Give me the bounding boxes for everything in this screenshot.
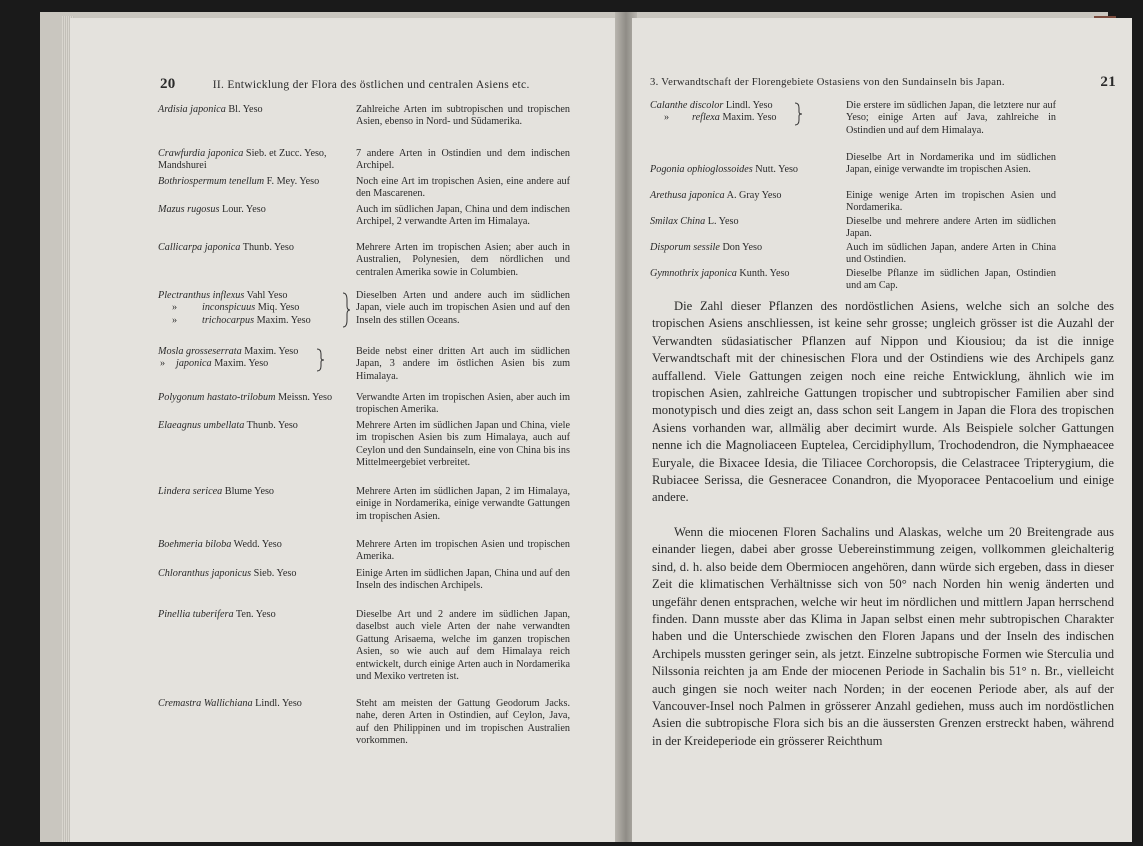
list-item bbox=[158, 698, 608, 758]
species-author: Sieb. Yeso bbox=[251, 568, 297, 579]
species-name: Calanthe discolor bbox=[650, 100, 724, 111]
ditto-mark: » bbox=[172, 302, 178, 314]
species-name: Mosla grosseserrata bbox=[158, 346, 242, 357]
list-item bbox=[650, 190, 1120, 218]
species-description: Dieselben Arten und andere auch im südlichen Japan, viele auch im tropischen Asien und auf den Inseln des stillen Oceans. bbox=[356, 290, 570, 326]
ditto-mark: » bbox=[172, 314, 178, 326]
list-item bbox=[158, 392, 608, 420]
species-description: Auch im südlichen Japan, andere Arten in China und Ostindien. bbox=[846, 242, 1056, 266]
species-description: Einige Arten im südlichen Japan, China und auf den Inseln des indischen Archipels. bbox=[356, 568, 570, 592]
species-name: Lindera sericea bbox=[158, 486, 223, 497]
species-name: Pinellia tuberifera bbox=[158, 609, 234, 620]
species-author: Lindl. Yeso bbox=[723, 100, 773, 111]
species-author: F. Mey. Yeso bbox=[264, 176, 320, 187]
brace-icon bbox=[316, 348, 324, 372]
species-description: Zahlreiche Arten im subtropischen und tropischen Asien, ebenso in Nord- und Südamerika. bbox=[356, 104, 570, 128]
list-item bbox=[158, 568, 608, 608]
species-description: 7 andere Arten in Ostindien und dem indischen Archipel. bbox=[356, 148, 570, 172]
species-author: A. Gray Yeso bbox=[724, 190, 782, 201]
right-running-head bbox=[650, 76, 1116, 88]
species-author: Blume Yeso bbox=[222, 486, 275, 497]
brace-icon bbox=[794, 102, 802, 126]
species-name: Crawfurdia japonica bbox=[158, 148, 244, 159]
list-item bbox=[650, 268, 1120, 296]
page-number: 20 bbox=[160, 76, 176, 92]
species-author: Wedd. Yeso bbox=[231, 539, 282, 550]
list-item bbox=[158, 346, 608, 386]
species-name: Smilax China bbox=[650, 216, 706, 227]
species-description: Beide nebst einer dritten Art auch im südlichen Japan, 3 andere im östlichen Asien bis zum Himalaya. bbox=[356, 346, 570, 382]
species-author: Nutt. Yeso bbox=[752, 164, 799, 175]
species-description: Mehrere Arten im südlichen Japan, 2 im Himalaya, einige in Nordamerika, einige verwandte Gattungen im tropischen Asien. bbox=[356, 486, 570, 522]
list-item bbox=[158, 290, 608, 350]
species-description: Dieselbe Art in Nordamerika und im südlichen Japan, einige verwandte im tropischen Asien. bbox=[846, 152, 1056, 176]
species-name: Bothriospermum tenellum bbox=[158, 176, 265, 187]
list-item bbox=[158, 609, 608, 699]
species-author: Lour. Yeso bbox=[219, 204, 266, 215]
list-item bbox=[650, 152, 1120, 192]
species-author: Bl. Yeso bbox=[225, 104, 263, 115]
body-paragraph: Wenn die miocenen Floren Sachalins und Alaskas, welche um 20 Breitengrade aus einander liegen, dabei aber grosse Uebereinstimmung zeigen, vollkommen gleichalterig sind, d. h. also beide dem Obermiocen angehören, dann würde sich ergeben, dass in dieser Zeit die klimatischen Verhältnisse sich von 50° nach Norden hin wenig änderten und ungefähr denen entsprachen, welche wir heut im nördlichen und mittlern Japan herrschend finden. Dann musste aber das Klima in Japan selbst einen mehr subtropischen Charakter haben und die Unterschiede zwischen den Floren Japans und der Inseln des indischen Archipels mussten geringer sein, als jetzt. Einzelne subtropische Formen wie Sterculia und Nilssonia reichten ja am Ende der miocenen Periode in Sachalin bis 51° n. Br., vielleicht auch gingen sie noch weiter nach Norden; in der eocenen Periode aber, als auf der Vancouver-Insel noch Palmen in grösserer Anzahl gediehen, muss auch im nordöstlichen Asien die subtropische Flora sich bis an die äussersten Grenzen erstreckt haben, während in der Kreideperiode ein grösserer Reichthum bbox=[652, 525, 1114, 748]
species-description: Mehrere Arten im südlichen Japan und China, viele im tropischen Asien bis zum Himalaya, auch auf Ceylon und den Sundainseln, eine von China bis ins Mittelmeergebiet verbreitet. bbox=[356, 420, 570, 469]
species-author: Maxim. Yeso bbox=[241, 346, 299, 357]
species-author: Don Yeso bbox=[719, 242, 763, 253]
species-name: Disporum sessile bbox=[650, 242, 720, 253]
running-head-text: 3. Verwandtschaft der Florengebiete Ostasiens von den Sundainseln bis Japan. bbox=[650, 77, 1005, 88]
list-item bbox=[158, 176, 608, 204]
list-item bbox=[158, 204, 608, 244]
species-author: Maxim. Yeso bbox=[719, 112, 777, 124]
species-description: Einige wenige Arten im tropischen Asien und Nordamerika. bbox=[846, 190, 1056, 214]
species-description: Mehrere Arten im tropischen Asien und tropischen Amerika. bbox=[356, 539, 570, 563]
page-number: 21 bbox=[1100, 74, 1116, 90]
species-description: Dieselbe und mehrere andere Arten im südlichen Japan. bbox=[846, 216, 1056, 240]
list-item bbox=[650, 100, 1120, 160]
species-author: Lindl. Yeso bbox=[252, 698, 302, 709]
species-author: Thunb. Yeso bbox=[240, 242, 294, 253]
species-name: Polygonum hastato-trilobum bbox=[158, 392, 276, 403]
species-description: Verwandte Arten im tropischen Asien, aber auch im tropischen Amerika. bbox=[356, 392, 570, 416]
species-name: Boehmeria biloba bbox=[158, 539, 232, 550]
ditto-mark: » bbox=[160, 358, 166, 370]
species-description: Dieselbe Pflanze im südlichen Japan, Ostindien und am Cap. bbox=[846, 268, 1056, 292]
species-description: Dieselbe Art und 2 andere im südlichen Japan, daselbst auch viele Arten der nahe verwandten Gattung Arisaema, welche im ganzen tropischen Asien, so wie auch auf dem Himalaya reich entwickelt, durch einige Arten auch in Nordamerika und Mexiko vertreten ist. bbox=[356, 609, 570, 683]
list-item bbox=[650, 242, 1120, 270]
species-author: Sieb. et Zucc. Yeso, Mandshurei bbox=[158, 148, 327, 172]
list-item bbox=[158, 486, 608, 542]
species-description: Noch eine Art im tropischen Asien, eine andere auf den Mascarenen. bbox=[356, 176, 570, 200]
species-name: japonica bbox=[176, 358, 212, 370]
species-name: reflexa bbox=[692, 112, 720, 124]
species-author: L. Yeso bbox=[705, 216, 739, 227]
left-page bbox=[70, 18, 620, 842]
species-author: Meissn. Yeso bbox=[275, 392, 333, 403]
species-name: Chloranthus japonicus bbox=[158, 568, 252, 579]
species-author: Maxim. Yeso bbox=[254, 314, 311, 326]
right-page bbox=[632, 18, 1132, 842]
ditto-mark: » bbox=[664, 112, 670, 124]
species-author: Ten. Yeso bbox=[233, 609, 276, 620]
species-name: Mazus rugosus bbox=[158, 204, 220, 215]
species-name: Pogonia ophioglossoides bbox=[650, 164, 753, 175]
species-description: Mehrere Arten im tropischen Asien; aber auch in Australien, Polynesien, dem nördlichen und centralen Amerika sowie in Columbien. bbox=[356, 242, 570, 278]
body-paragraph: Die Zahl dieser Pflanzen des nordöstlichen Asiens, welche sich an solche des tropischen Asiens anschliessen, ist keine sehr grosse; ungleich grösser ist die Auzahl der Verwandten südasiatischer Pflanzen auf Nippon und Kiousiou; da ist die innige Verwandtschaft mit der chinesischen Flora und der Ostindiens wie des Archipels ganz auffallend. Viele Gattungen zeigen noch eine reiche Entwicklung, ähnlich wie im tropischen Asien, zahlreiche Gattungen tropischer und subtropischer Familien aber sind monotypisch und dies zeigt an, dass schon seit Langem in Japan die Flora des tropischen Asiens vorhanden war, allmälig aber decimirt wurde. Als Beispiele solcher Gattungen nenne ich die Magnoliaceen Euptelea, Cercidiphyllum, Trochodendron, die Nymphaeacee Euryale, die Bixacee Idesia, die Tiliacee Corchoropsis, die Celastracee Tripterygium, die Rubiacee Serissa, die Gesneracee Conandron, die Myoporacee Pentacoelium und einige andere. bbox=[652, 299, 1114, 505]
species-description: Auch im südlichen Japan, China und dem indischen Archipel, 2 verwandte Arten im Himalaya. bbox=[356, 204, 570, 228]
species-author: Miq. Yeso bbox=[255, 302, 300, 314]
species-description: Steht am meisten der Gattung Geodorum Jacks. nahe, deren Arten in Ostindien, auf Ceylon, Java, auf den Philippinen und im tropischen Australien vorkommen. bbox=[356, 698, 570, 747]
list-item bbox=[158, 539, 608, 567]
species-author: Maxim. Yeso bbox=[211, 358, 269, 370]
species-name: Plectranthus inflexus bbox=[158, 290, 245, 301]
species-name: Ardisia japonica bbox=[158, 104, 226, 115]
list-item bbox=[158, 148, 608, 178]
species-author: Thunb. Yeso bbox=[244, 420, 298, 431]
species-author: Vahl Yeso bbox=[244, 290, 288, 301]
species-name: Elaeagnus umbellata bbox=[158, 420, 245, 431]
brace-icon bbox=[342, 292, 350, 328]
species-name: Callicarpa japonica bbox=[158, 242, 241, 253]
species-name: trichocarpus bbox=[202, 314, 255, 326]
species-name: inconspicuus bbox=[202, 302, 256, 314]
species-description: Die erstere im südlichen Japan, die letztere nur auf Yeso; einige Arten auf Java, zahlreiche in Ostindien und auf dem Himalaya. bbox=[846, 100, 1056, 136]
list-item bbox=[158, 104, 608, 144]
open-book bbox=[40, 12, 1116, 842]
species-name: Arethusa japonica bbox=[650, 190, 725, 201]
species-name: Gymnothrix japonica bbox=[650, 268, 737, 279]
species-author: Kunth. Yeso bbox=[736, 268, 790, 279]
running-head-text: II. Entwicklung der Flora des östlichen und centralen Asiens etc. bbox=[212, 79, 530, 91]
left-running-head bbox=[160, 76, 530, 93]
species-name: Cremastra Wallichiana bbox=[158, 698, 253, 709]
list-item bbox=[158, 420, 608, 490]
list-item bbox=[650, 216, 1120, 244]
